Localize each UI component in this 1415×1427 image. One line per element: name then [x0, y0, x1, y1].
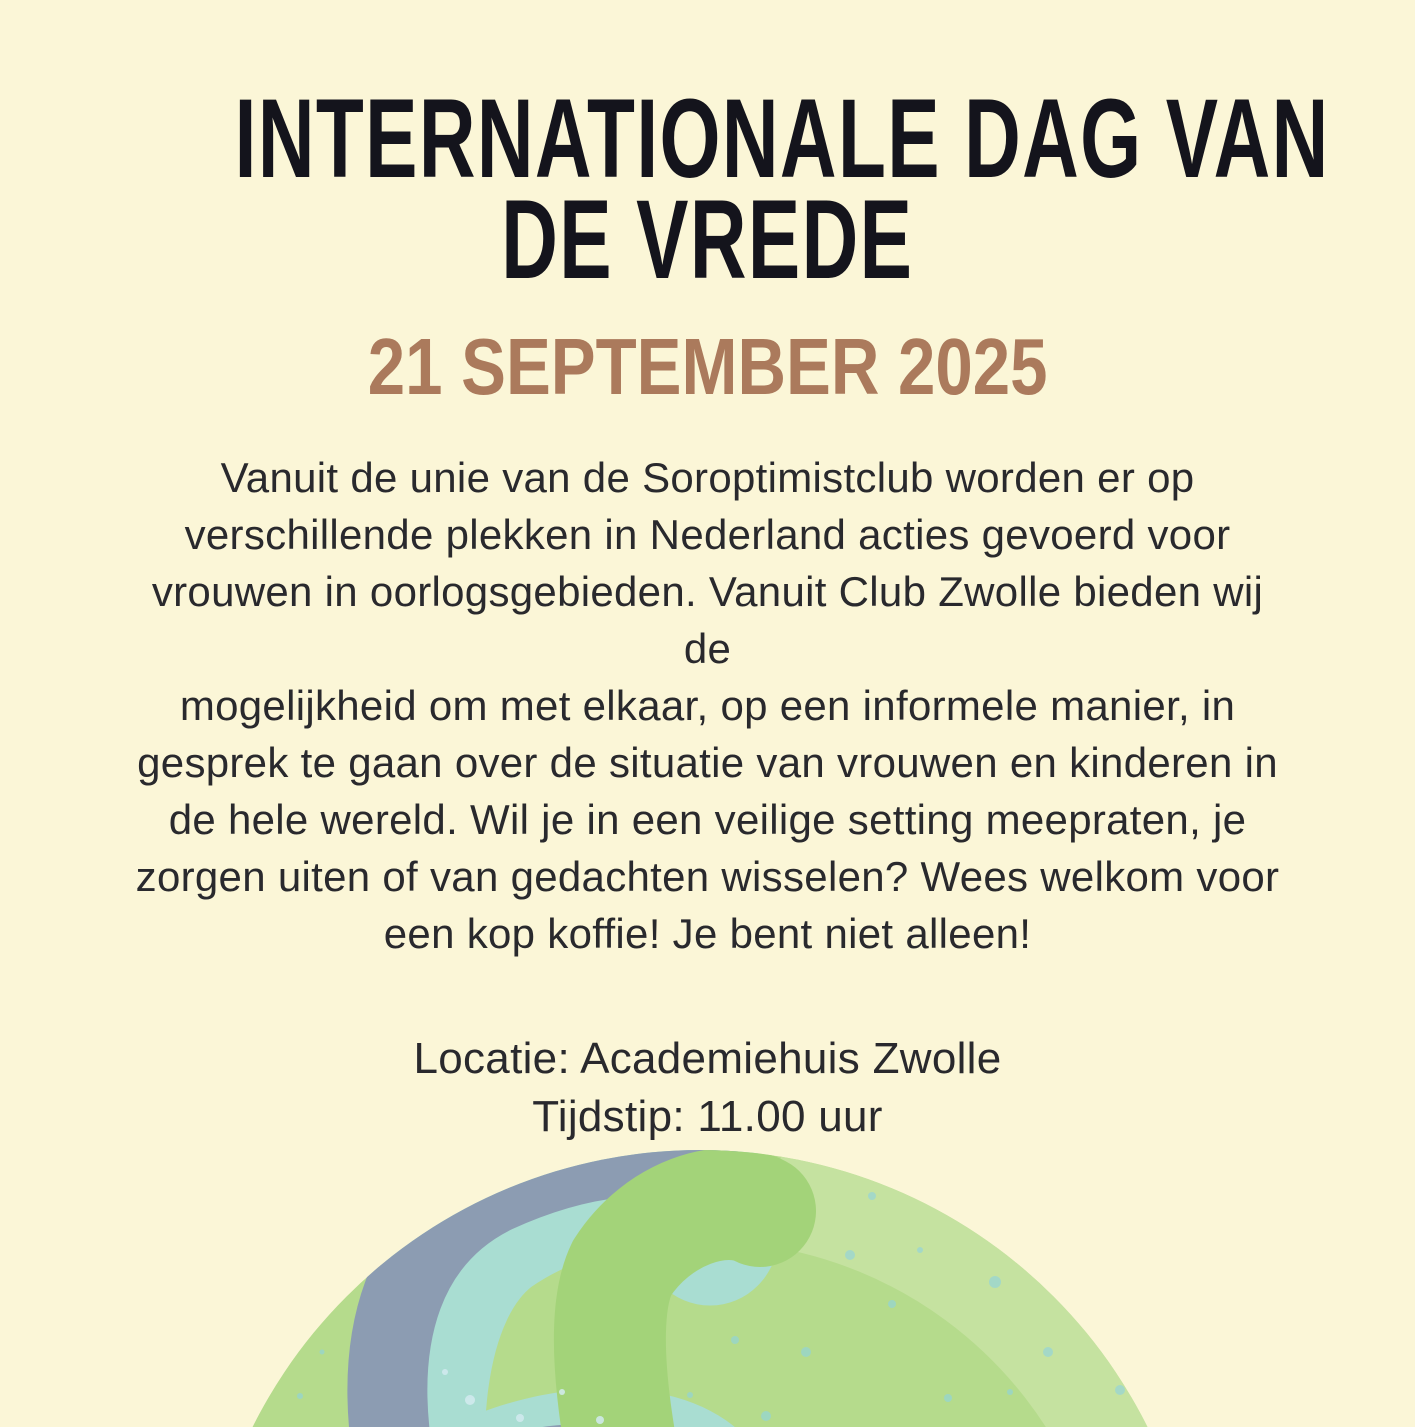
globe-speckles-slate	[442, 1369, 604, 1424]
paragraph-line: vrouwen in oorlogsgebieden. Vanuit Club Zwolle bieden wij	[151, 568, 1264, 615]
event-details	[0, 1030, 1415, 1146]
globe-teal-pool	[234, 1321, 827, 1427]
body-paragraph	[0, 449, 1415, 962]
location-text: Locatie: Academiehuis Zwolle	[413, 1034, 1002, 1083]
paragraph-line: gesprek te gaan over de situatie van vrouwen en kinderen in	[137, 739, 1278, 786]
time-text: Tijdstip: 11.00 uur	[532, 1092, 883, 1141]
globe-speckles-green	[297, 1172, 1125, 1421]
paragraph-line: de hele wereld. Wil je in een veilige setting meepraten, je	[168, 796, 1247, 843]
page-title	[0, 76, 1415, 302]
paragraph-line: verschillende plekken in Nederland acties gevoerd voor	[184, 511, 1231, 558]
paragraph-line: Vanuit de unie van de Soroptimistclub worden er op	[220, 454, 1195, 501]
title-line-1	[0, 76, 1415, 201]
globe-slate-pool	[288, 1371, 753, 1427]
globe-wave-crest	[610, 1204, 760, 1427]
globe-slate-band	[387, 1156, 702, 1427]
paragraph-line: een kop koffie! Je bent niet alleen!	[383, 910, 1032, 957]
event-date-text: 21 SEPTEMBER 2025	[367, 322, 1048, 411]
paragraph-line: mogelijkheid om met elkaar, op een informele manier, in	[179, 682, 1236, 729]
globe-light-crescent	[780, 1162, 1146, 1427]
title-line-2-text: DE VREDE	[501, 177, 914, 302]
title-line-1-text: INTERNATIONALE DAG VAN	[234, 76, 1330, 201]
event-date	[0, 322, 1415, 411]
paragraph-line: zorgen uiten of van gedachten wisselen? Wees welkom voor	[135, 853, 1280, 900]
title-line-2	[0, 177, 1415, 302]
paragraph-line: de	[683, 625, 732, 672]
globe-teal-band	[417, 1183, 715, 1427]
globe-base	[200, 1150, 1200, 1427]
